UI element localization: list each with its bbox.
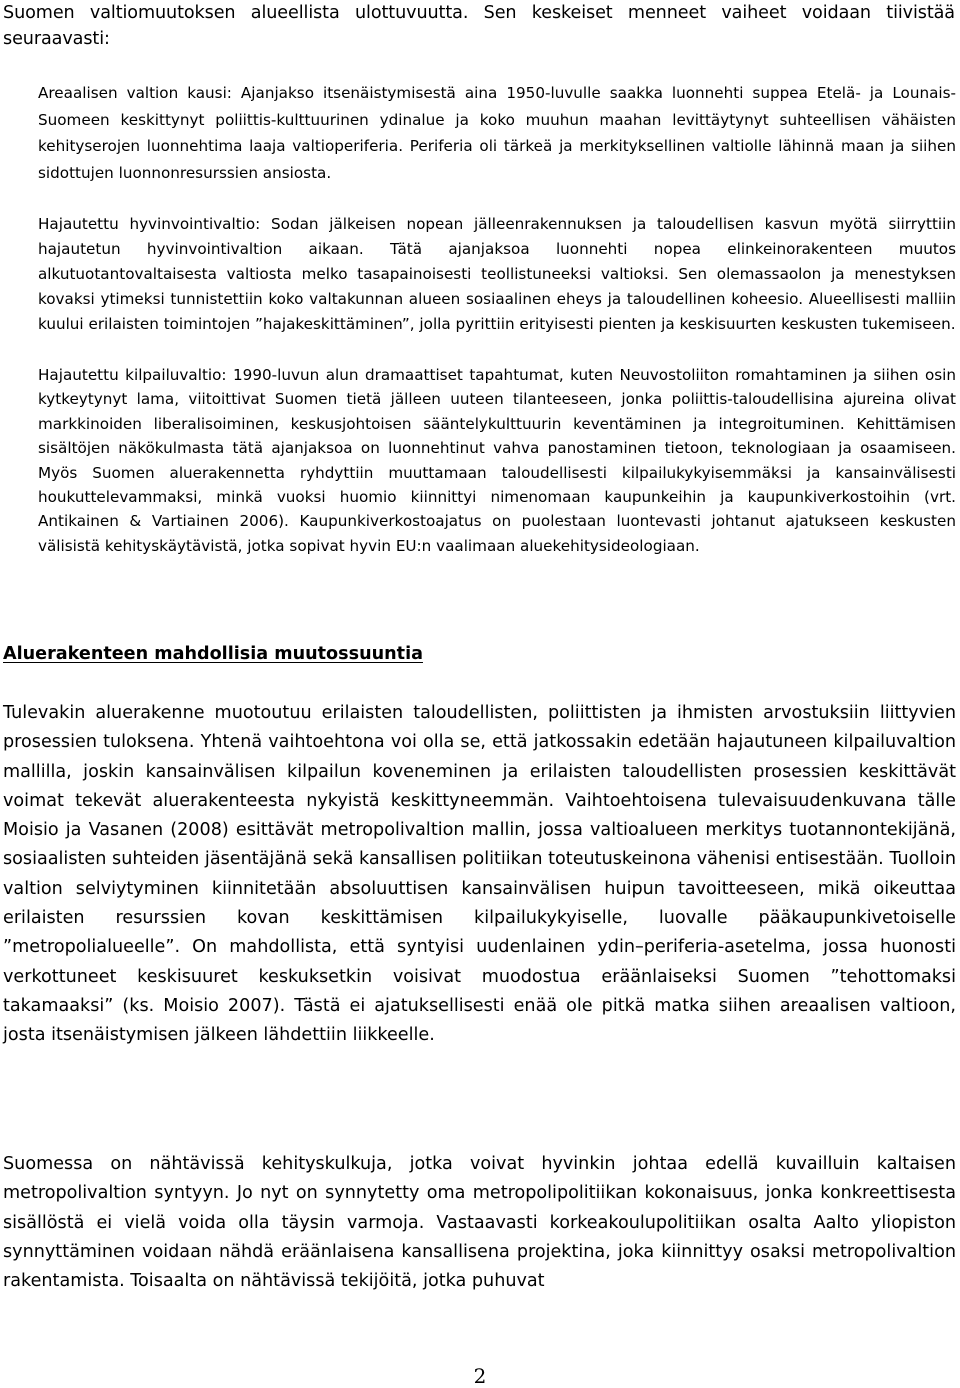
- bullet-list: [0, 80, 960, 584]
- list-item: [0, 80, 960, 186]
- bullet-text: Hajautettu kilpailuvaltio: 1990-luvun alun dramaattiset tapahtumat, kuten Neuvostoliiton romahtaminen ja siihen osin kytkeytynyt lama, viitoittivat Suomen tietä jälleen uuteen tilanteeseen, jonka poliittis-taloudellisina ajureina olivat markkinoiden liberalisoiminen, keskusjohtoisen sääntelykulttuurin keventäminen ja integroituminen. Kehittämisen sisältöjen näkökulmasta tätä ajanjaksoa on luonnehtinut vahva panostaminen tietoon, teknologiaan ja osaamiseen. Myös Suomen aluerakennetta ryhdyttiin muuttamaan taloudellisesti kilpailukykyisemmäksi ja kansainvälisesti houkuttelevammaksi, minkä vuoksi huomio kiinnittyi nimenomaan kaupunkeihin ja kaupunkiverkostoihin (vrt. Antikainen & Vartiainen 2006). Kaupunkiverkostoajatus on puolestaan luontevasti johtanut ajatukseen keskusten välisistä kehityskäytävistä, jotka sopivat hyvin EU:n vaalimaan aluekehitysideologiaan.: [38, 366, 956, 555]
- intro-paragraph: Suomen valtiomuutoksen alueellista ulottuvuutta. Sen keskeiset menneet vaiheet voidaan tiivistää seuraavasti:: [3, 3, 955, 49]
- body-paragraph: Tulevakin aluerakenne muotoutuu erilaisten taloudellisten, poliittisten ja ihmisten arvostuksiin liittyvien prosessien tuloksena. Yhtenä vaihtoehtona voi olla se, että jatkossakin edetään hajautuneen kilpailuvaltion mallilla, joskin kansainvälisen kilpailun koveneminen ja erilaisten taloudellisten prosessien keskittävät voimat tekevät aluerakenteesta nykyistä keskittyneemmän. Vaihtoehtoisena tulevaisuudenkuvana tälle Moisio ja Vasanen (2008) esittävät metropolivaltion mallin, jossa valtioalueen merkitys tuotannontekijänä, sosiaalisten suhteiden jäsentäjänä sekä kansallisen politiikan toteutuskeinona vähenisi entisestään. Tuolloin valtion selviytyminen kiinnitetään absoluuttisen kansainvälisen huipun tavoitteeseen, mikä oikeuttaa erilaisten resurssien kovan keskittämisen kilpailukykyiselle, luovalle pääkaupunkivetoiselle ”metropolialueelle”. On mahdollista, että syntyisi uudenlainen ydin–periferia-asetelma, jossa huonosti verkottuneet keskisuuret keskuksetkin voisivat muodostua eräänlaiseksi Suomen ”tehottomaksi takamaaksi” (ks. Moisio 2007). Tästä ei ajatuksellisesti enää ole pitkä matka siihen areaalisen valtioon, josta itsenäistymisen jälkeen lähdettiin liikkeelle.: [3, 703, 956, 1046]
- bullet-text: Areaalisen valtion kausi: Ajanjakso itsenäistymisestä aina 1950-luvulle saakka luonnehti suppea Etelä- ja Lounais-Suomeen keskittynyt poliittis-kulttuurinen ydinalue ja koko muuhun maahan levittäytynyt suhteellisen vähäisten kehityserojen luonnehtima laaja valtioperiferia. Periferia oli tärkeä ja merkityksellinen valtiolle lähinnä maan ja siihen sidottujen luonnonresurssien ansiosta.: [38, 84, 956, 182]
- body-paragraph: Suomessa on nähtävissä kehityskulkuja, jotka voivat hyvinkin johtaa edellä kuvailluin kaltaisen metropolivaltion syntyyn. Jo nyt on synnytetty oma metropolipolitiikan kokonaisuus, jonka konkreettisesta sisällöstä ei vielä voida olla täysin varmoja. Vastaavasti korkeakoulupolitiikan osalta Aalto yliopiston synnyttäminen voidaan nähdä eräänlaisena kansallisena projektina, joka kiinnittyy osaksi metropolivaltion rakentamista. Toisaalta on nähtävissä tekijöitä, jotka puhuvat: [3, 1154, 956, 1292]
- list-item: [0, 363, 960, 558]
- bullet-text: Hajautettu hyvinvointivaltio: Sodan jälkeisen nopean jälleenrakennuksen ja taloudellisen kasvun myötä siirryttiin hajautetun hyvinvointivaltion aikaan. Tätä ajanjaksoa luonnehti nopea elinkeinorakenteen muutos alkutuotantovaltaisesta valtiosta melko tasapainoisesti teollistuneeksi valtioksi. Sen olemassaolon ja menestyksen kovaksi ytimeksi tunnistettiin koko valtakunnan alueen sosiaalinen eheys ja taloudellinen koheesio. Alueellisesti malliin kuului erilaisten toimintojen ”hajakeskittäminen”, jolla pyrittiin erityisesti pienten ja keskisuurten keskusten tukemiseen.: [38, 215, 956, 333]
- section-heading: Aluerakenteen mahdollisia muutossuuntia: [3, 644, 423, 664]
- page-number: 2: [473, 1364, 487, 1388]
- list-item: [0, 212, 960, 337]
